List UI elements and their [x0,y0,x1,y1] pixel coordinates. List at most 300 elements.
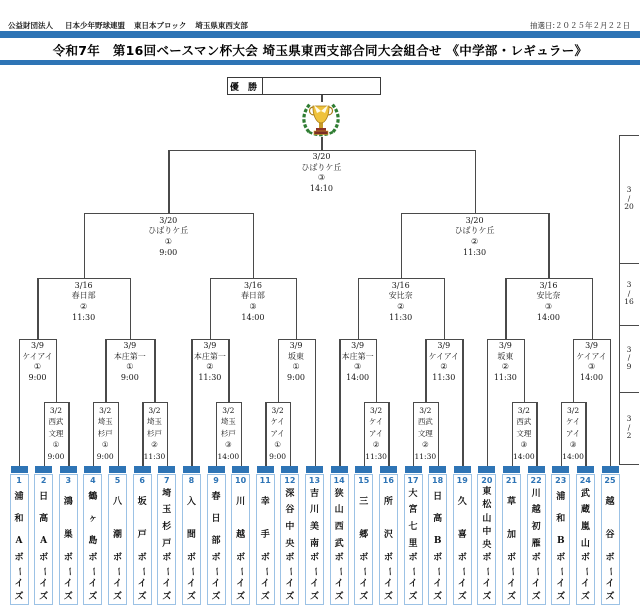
draw-date: 抽選日:２０２５年２月２２日 [529,21,630,30]
match-game-number: ③ [249,301,257,311]
team-suffix-char: ズ [211,592,221,602]
title-bar-top [0,31,640,38]
bracket-line [413,402,439,403]
match-time: 11:30 [143,451,166,461]
match-time: 14:00 [241,312,265,322]
team-name-char: 越 [531,505,541,516]
team-slot-17 [404,474,423,606]
match-game-number: ① [52,440,60,450]
team-name-char: 武 [580,488,590,499]
match-time: 14:00 [562,451,584,461]
team-suffix-char: ボ [309,553,319,563]
team-suffix-char: ー [63,566,74,577]
round-date-label [621,281,638,307]
team-name-char: B [433,535,442,546]
team-name-char: 久 [457,497,467,508]
match-venue: 安比奈 [536,291,561,301]
team-name-char: 南 [309,538,319,549]
match-date: 3/9 [31,341,44,350]
team-suffix-char: ボ [260,553,270,563]
team-name-char: 日 [39,491,49,502]
team-suffix-char: ー [285,566,296,577]
team-number: 12 [284,475,296,485]
match-time: 14:00 [580,373,604,383]
match-box-F [281,152,361,195]
bracket-line [358,278,359,339]
match-game-number: ① [101,440,109,450]
match-venue: 本庄第一 [193,351,226,361]
match-venue: アイ [565,428,581,438]
team-number: 3 [65,475,72,485]
match-time: 11:30 [414,451,437,461]
team-suffix-char: イ [383,579,393,589]
team-suffix-char: ズ [482,592,492,602]
match-box-R1 [15,341,59,384]
match-box-M2 [92,405,118,463]
team-suffix-char: ボ [39,553,49,563]
team-suffix [281,552,298,604]
team-slot-18 [428,474,447,606]
team-name-char: 坂 [137,497,147,508]
team-suffix-char: ー [457,566,468,577]
team-suffix-char: イ [211,579,221,589]
team-number: 1 [16,475,22,485]
team-suffix [478,552,495,604]
team-suffix [355,552,372,604]
round-date-text: / [627,193,631,203]
bracket-line [37,278,38,339]
round-date-text: 3 [626,414,632,423]
match-game-number: ③ [520,440,528,450]
organization-label: 公益財団法人 [8,21,53,30]
team-suffix-char: ー [482,566,493,577]
match-date: 3/2 [517,405,530,415]
match-game-number: ② [80,301,88,311]
match-date: 3/9 [289,341,303,350]
match-date: 3/9 [123,341,137,350]
team-cap [134,466,151,473]
bracket-line [358,278,446,279]
team-suffix-char: ボ [112,553,122,563]
match-date: 3/9 [585,341,598,350]
match-venue: 埼玉 [146,417,162,427]
match-venue: 埼玉 [220,417,236,427]
match-time: 14:00 [536,312,560,322]
team-suffix [552,552,569,604]
match-venue: 文理 [48,428,64,438]
match-venue: 文理 [516,428,532,438]
match-venue: 西武 [48,417,64,427]
team-suffix-char: ズ [556,592,566,602]
team-cap [208,466,225,473]
team-suffix-char: ボ [137,553,147,563]
team-number: 21 [505,475,518,485]
team-slot-5 [108,474,127,606]
bracket-line [84,213,255,214]
match-box-Q3 [369,281,433,324]
match-game-number: ① [164,236,172,246]
team-name-char: 日 [433,491,443,502]
bracket-line [210,278,211,339]
team-suffix-char: イ [260,579,270,589]
team-name-char: 加 [506,530,516,541]
team-suffix-char: ー [112,566,123,577]
team-suffix-char: ボ [605,553,615,563]
team-slot-6 [133,474,152,606]
bracket-line [401,213,550,214]
bracket-line [93,402,119,403]
team-name-char: 高 [433,513,443,524]
bracket-line [216,402,242,403]
team-name-char: 央 [285,538,295,549]
team-slot-19 [453,474,472,606]
team-suffix-char: イ [63,579,73,589]
team-name-char: A [15,535,23,546]
match-venue: ケイアイ [428,351,460,361]
match-game-number: ② [206,362,214,372]
team-name [60,486,77,553]
bracket-line [592,278,593,339]
bracket-line [168,150,476,151]
team-number: 25 [604,475,616,485]
team-suffix [35,552,52,604]
team-suffix-char: ズ [580,592,590,602]
team-suffix-char: ボ [531,553,541,563]
team-name [306,486,323,553]
team-number: 10 [235,475,247,485]
team-suffix-char: イ [457,579,467,589]
team-cap [109,466,126,473]
team-suffix-char: ズ [162,592,172,602]
team-suffix-char: イ [482,579,492,589]
team-suffix-char: ズ [359,592,369,602]
team-suffix-char: ズ [39,592,49,602]
team-slot-22 [527,474,546,606]
team-slot-4 [83,474,102,606]
match-time: 11:30 [72,312,96,322]
date-rail-tick [619,263,639,264]
team-suffix-char: ボ [383,553,393,563]
team-suffix-char: ボ [580,553,590,563]
match-date: 3/9 [437,341,451,350]
match-game-number: ② [470,236,479,246]
bracket-line [84,213,85,278]
team-number: 6 [139,475,145,485]
team-name-char: 所 [383,497,393,508]
match-time: 9:00 [269,451,286,461]
round-date-text: 3 [626,185,632,194]
match-box-Q4 [516,281,580,324]
team-suffix [158,552,175,604]
match-venue: ケイ [565,417,581,427]
bracket-line [210,278,298,279]
team-name-char: 島 [88,535,98,546]
match-venue: 坂東 [497,351,514,361]
team-slot-16 [379,474,398,606]
team-suffix-char: ー [383,566,394,577]
team-suffix-char: ー [408,566,419,577]
team-name [355,486,372,553]
team-suffix-char: ズ [531,592,541,602]
team-suffix-char: ズ [112,592,122,602]
team-suffix-char: イ [309,579,319,589]
round-date-label [621,186,638,212]
bracket-line [253,213,254,278]
team-suffix-char: イ [236,579,246,589]
team-suffix-char: イ [408,579,418,589]
team-suffix-char: ズ [14,592,24,602]
team-suffix-char: イ [359,579,369,589]
bracket-line [142,402,168,403]
team-name-char: 間 [186,530,196,541]
team-suffix-char: ズ [88,592,98,602]
team-name-char: 松 [482,500,492,511]
team-name-char: 美 [309,522,319,533]
team-suffix-char: ー [309,566,320,577]
team-slot-11 [256,474,275,606]
round-date-text: 9 [626,361,632,371]
team-suffix [134,552,151,604]
team-name [602,486,619,553]
team-suffix-char: ボ [359,553,369,563]
team-name-char: ヶ [88,513,98,524]
team-suffix-char: ズ [408,592,418,602]
match-venue: 本庄第一 [341,351,374,361]
team-suffix-char: イ [137,579,147,589]
team-name-char: 越 [236,530,246,541]
match-date: 3/2 [567,405,580,415]
team-cap [11,466,28,473]
team-name-char: 喜 [457,530,467,541]
team-suffix [405,552,422,604]
team-name-char: 潮 [112,530,122,541]
round-date-text: 16 [624,297,634,306]
team-name [35,486,52,553]
team-name [158,486,175,553]
team-suffix [454,552,471,604]
team-name-char: 山 [482,513,492,524]
match-time: 14:10 [309,184,333,194]
team-suffix-char: ズ [383,592,393,602]
team-name-char: 東 [482,487,492,498]
round-date-label [621,346,638,372]
team-suffix-char: ズ [309,592,319,602]
team-suffix [429,552,446,604]
team-suffix-char: イ [88,579,98,589]
team-name-char: 央 [482,540,492,551]
bracket-line [505,278,506,339]
team-suffix-char: ズ [285,592,295,602]
team-suffix [380,552,397,604]
team-name [528,486,545,553]
trophy-icon [299,99,343,139]
page-title: 令和7年 第16回ベースマン杯大会 埼玉県東西支部合同大会組合せ 《中学部・レギュラー》 [52,43,588,58]
match-date: 3/2 [222,405,235,415]
match-game-number: ③ [587,362,596,372]
bracket-line [475,150,476,214]
team-suffix-char: ー [137,566,148,577]
team-name-char: 深 [285,488,295,499]
team-number: 24 [579,475,591,485]
title-bar-bottom [0,60,640,65]
team-slot-1 [10,474,29,606]
match-time: 11:30 [365,451,387,461]
match-box-Q2 [221,281,285,324]
team-number: 5 [114,475,121,485]
team-cap [405,466,422,473]
team-name [84,486,101,553]
team-name-char: 里 [408,538,418,549]
team-name-char: 三 [359,497,369,508]
team-suffix-char: イ [112,579,122,589]
champion-winner-cell [263,78,380,94]
team-suffix-char: イ [531,579,541,589]
match-venue: ケイアイ [22,351,53,361]
team-suffix-char: ー [236,566,247,577]
team-suffix-char: ー [162,566,173,577]
bracket-line [573,339,611,340]
date-rail-tick [619,135,639,136]
match-venue: 西武 [417,417,433,427]
round-date-text: 2 [626,431,632,440]
team-suffix-char: ボ [506,553,516,563]
match-time: 11:30 [432,373,456,383]
team-name-char: B [556,535,565,546]
bracket-line [561,402,587,403]
match-box-R7 [483,341,527,384]
match-date: 3/20 [465,215,484,225]
date-rail-tick [619,392,639,393]
team-name [503,486,520,553]
team-cap [183,466,200,473]
team-suffix-char: ー [531,566,542,577]
team-name [552,486,569,553]
team-suffix-char: イ [285,579,295,589]
team-suffix [208,552,225,604]
match-box-M7 [412,405,438,463]
team-name [257,486,274,553]
team-suffix [60,552,77,604]
team-slot-12 [280,474,299,606]
team-name [405,486,422,553]
date-rail-tick [619,325,639,326]
team-name-char: 手 [260,530,270,541]
team-suffix-char: ー [334,566,345,577]
match-venue: ひばりケ丘 [148,226,189,236]
team-name-char: 嵐 [580,522,590,533]
team-suffix-char: ズ [605,592,615,602]
team-cap [84,466,101,473]
team-number: 4 [90,475,96,485]
match-box-M9 [560,405,586,463]
match-time: 9:00 [287,373,306,383]
team-suffix-char: ー [359,566,370,577]
team-number: 11 [259,475,271,485]
match-date: 3/9 [351,341,365,350]
team-name-char: 初 [531,522,541,533]
round-date-text: 3 [626,344,632,354]
team-suffix-char: ー [39,566,50,577]
match-game-number: ③ [317,173,325,183]
match-time: 9:00 [120,373,139,383]
bracket-line [401,213,402,278]
team-name [380,486,397,553]
team-name-char: 春 [211,491,221,502]
match-venue: 春日部 [240,291,265,301]
team-suffix-char: ボ [457,553,467,563]
bracket-line [130,278,131,339]
team-suffix [577,552,594,604]
match-game-number: ② [421,440,429,450]
team-name-char: 戸 [137,530,147,541]
team-suffix-char: ボ [63,553,73,563]
team-cap [257,466,274,473]
team-suffix-char: ー [580,566,591,577]
team-name-char: 郷 [359,530,369,541]
team-suffix [84,552,101,604]
match-venue: ひばりケ丘 [301,162,342,172]
team-cap [380,466,397,473]
team-number: 13 [308,475,321,485]
team-slot-25 [601,474,620,606]
match-venue: 坂東 [288,351,305,361]
team-suffix-char: ボ [408,553,418,563]
team-name [208,486,225,553]
team-name-char: A [40,535,48,546]
bracket-line [44,402,70,403]
team-suffix-char: イ [605,579,615,589]
team-suffix-char: ズ [186,592,196,602]
match-game-number: ① [274,440,281,450]
bracket-line [487,339,525,340]
team-suffix-char: ー [211,566,222,577]
bracket-line [168,150,169,214]
team-slot-8 [182,474,201,606]
match-venue: 文理 [417,428,433,438]
team-number: 16 [382,475,394,485]
match-date: 3/2 [370,405,383,415]
match-game-number: ① [292,362,300,372]
team-suffix-char: ー [605,566,616,577]
team-name-char: 大 [408,488,418,499]
match-game-number: ③ [354,362,362,372]
bracket-line [105,339,156,340]
match-venue: 西武 [516,417,532,427]
team-name [577,486,594,553]
team-cap [331,466,348,473]
team-suffix-char: ズ [334,592,344,602]
team-name-char: 八 [112,497,122,508]
branch-label: 埼玉県東西支部 [195,21,248,30]
match-box-R5 [336,341,380,384]
team-name-char: 埼 [162,488,172,499]
bracket-line [191,339,229,340]
team-name-char: 七 [408,522,418,533]
match-time: 9:00 [28,373,47,383]
team-name-char: 越 [605,497,615,508]
match-venue: 杉戸 [220,428,236,438]
team-cap [577,466,594,473]
team-suffix-char: ズ [260,592,270,602]
team-number: 15 [358,475,370,485]
team-name-char: 谷 [285,505,295,516]
match-venue: 春日部 [71,291,96,301]
match-venue: 杉戸 [97,428,113,438]
team-slot-7 [157,474,176,606]
match-time: 11:30 [463,247,487,257]
match-box-S2 [439,216,511,259]
team-number: 20 [481,475,493,485]
